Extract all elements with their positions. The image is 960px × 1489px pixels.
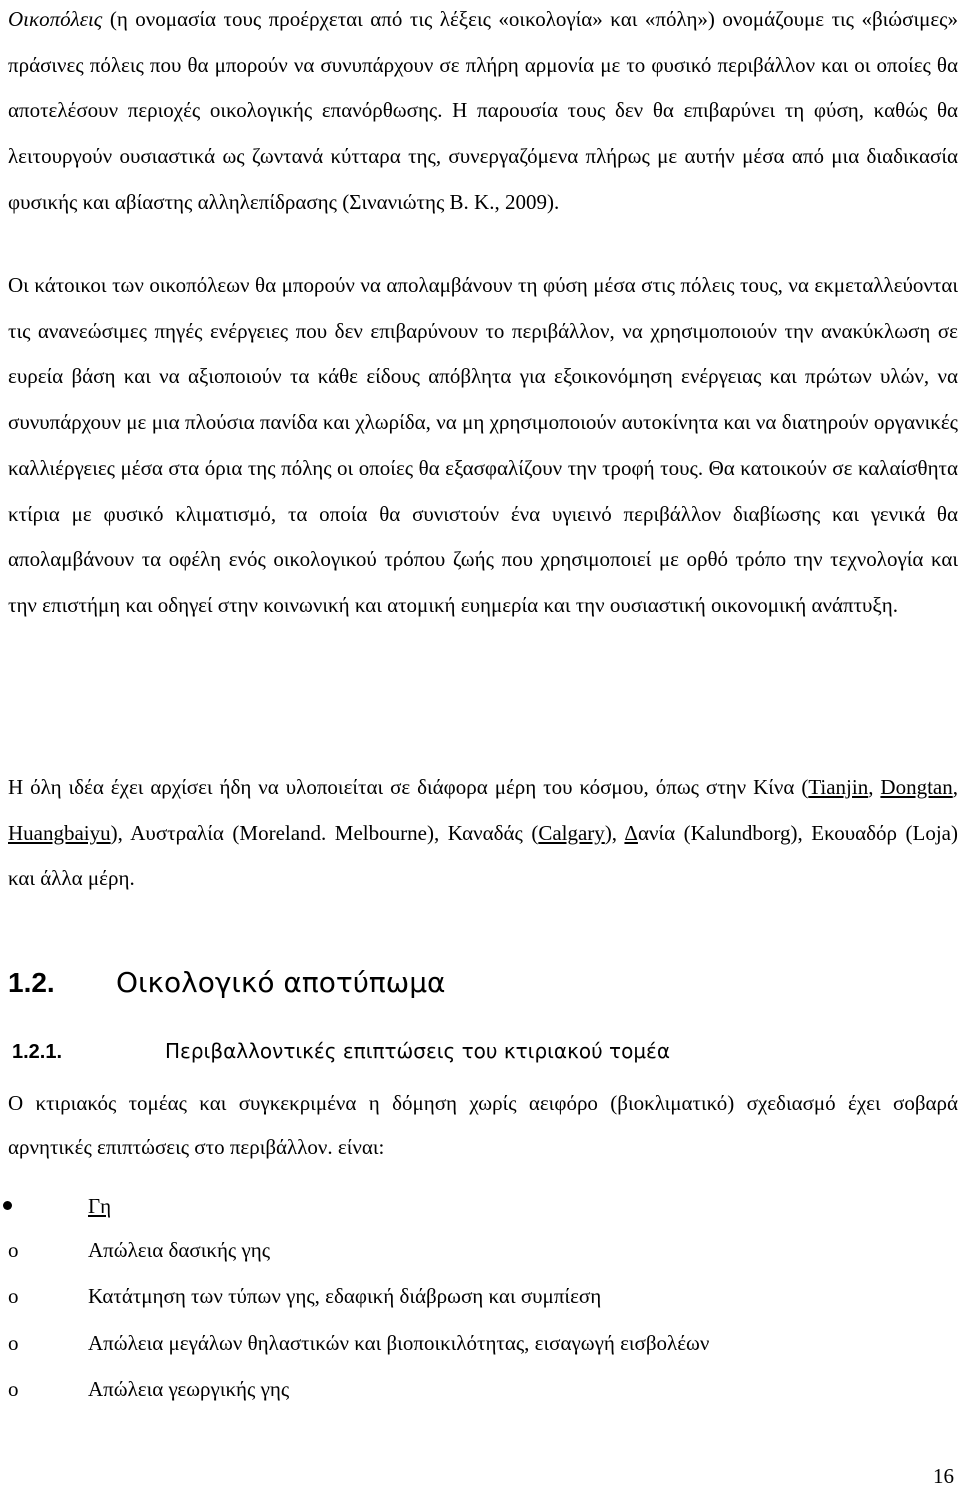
link-tianjin[interactable]: Tianjin bbox=[808, 775, 869, 799]
link-dongtan[interactable]: Dongtan bbox=[880, 775, 953, 799]
subsection-number: 1.2.1. bbox=[12, 1041, 63, 1063]
paragraph-text: ), Αυστραλία (Moreland. Melbourne), Καναδάς ( bbox=[110, 820, 539, 845]
section-title: Οικολογικό αποτύπωμα bbox=[116, 966, 446, 999]
list-item-label[interactable]: Γη bbox=[88, 1194, 112, 1218]
section-heading bbox=[8, 963, 446, 1003]
term-ecocities: Οικοπόλεις bbox=[8, 7, 103, 31]
link-calgary[interactable]: Calgary bbox=[538, 820, 605, 845]
paragraph-residents: Οι κάτοικοι των οικοπόλεων θα μπορούν να απολαμβάνουν τη φύση μέσα στις πόλεις τους, να εκμεταλλεύονται τις ανανεώσιμες πηγές ενέργειες που δεν επιβαρύνουν το περιβάλλον, να χρησιμοποιούν την ανακύκλωση σε ευρεία βάση και να αξιοποιούν τα κάθε είδους απόβλητα για εξοικονόμηση ενέργειας και πρώτων υλών, να συνυπάρχουν με μια πλούσια πανίδα και χλωρίδα, να μη χρησιμοποιούν αυτοκίνητα και να διατηρούν οργανικές καλλιέργειες μέσα στα όρια της πόλης οι οποίες θα εξασφαλίζουν την τροφή τους. Θα κατοικούν σε καλαίσθητα κτίρια με φυσικό κλιματισμό, τα οποία θα συνιστούν ένα υγιεινό περιβάλλον διαβίωσης και γενικά θα απολαμβάνουν τα οφέλη ενός οικολογικού τρόπου ζωής που χρησιμοποιεί με ορθό τρόπο την τεχνολογία και την επιστήμη και οδηγεί στην κοινωνική και ατομική ευημερία και την ουσιαστική οικονομική ανάπτυξη. bbox=[8, 273, 958, 617]
link-huangbaiyu[interactable]: Huangbaiyu bbox=[8, 820, 111, 845]
list-subitem-label: Απώλεια γεωργικής γης bbox=[88, 1377, 290, 1401]
paragraph-text: (η ονομασία τους προέρχεται από τις λέξεις «οικολογία» και «πόλη») ονομάζουμε τις «βιώσιμες» πράσινες πόλεις που θα μπορούν να συνυπάρχουν σε πλήρη αρμονία με το φυσικό περιβάλλον και οι οποίες θα αποτελέσουν περιοχές οικολογικής επανόρθωσης. Η παρουσία τους δεν θα επιβαρύνει τη φύση, καθώς θα λειτουργούν ουσιαστικά ως ζωντανά κύτταρα της, συνεργαζόμενα πλήρως με αυτήν μέσα από μια διαδικασία φυσικής και αβίαστης αλληλεπίδρασης (Σινανιώτης Β. Κ., 2009). bbox=[8, 7, 958, 214]
paragraph-text: ανία (Kalundborg), Εκουαδόρ (Loja) και άλλα μέρη. bbox=[8, 820, 958, 891]
circle-marker-icon: o bbox=[8, 1331, 19, 1355]
list-subitem-label: Απώλεια μεγάλων θηλαστικών και βιοποικιλότητας, εισαγωγή εισβολέων bbox=[88, 1331, 710, 1355]
separator-text: , bbox=[868, 775, 881, 799]
circle-marker-icon: o bbox=[8, 1238, 19, 1262]
circle-marker-icon: o bbox=[8, 1377, 19, 1401]
paragraph-text: Η όλη ιδέα έχει αρχίσει ήδη να υλοποιείται σε διάφορα μέρη του κόσμου, όπως στην Κίνα ( bbox=[8, 775, 809, 799]
page-number: 16 bbox=[933, 1464, 954, 1488]
circle-marker-icon: o bbox=[8, 1284, 19, 1308]
section-number: 1.2. bbox=[8, 967, 55, 998]
separator-text: , bbox=[952, 775, 958, 799]
paragraph-ecocities-definition bbox=[8, 0, 958, 226]
separator-text: ), bbox=[604, 820, 625, 845]
list-subitem-label: Κατάτμηση των τύπων γης, εδαφική διάβρωση και συμπίεση bbox=[88, 1284, 602, 1308]
paragraph-building-sector: Ο κτιριακός τομέας και συγκεκριμένα η δόμηση χωρίς αειφόρο (βιοκλιματικό) σχεδιασμό έχει σοβαρά αρνητικές επιπτώσεις στο περιβάλλον. είναι: bbox=[8, 1091, 958, 1159]
subsection-title: Περιβαλλοντικές επιπτώσεις του κτιριακού τομέα bbox=[165, 1039, 671, 1063]
paragraph-examples bbox=[8, 765, 958, 902]
link-denmark[interactable]: Δ bbox=[624, 820, 638, 845]
list-subitem-label: Απώλεια δασικής γης bbox=[88, 1238, 271, 1262]
bullet-icon bbox=[3, 1201, 12, 1210]
subsection-heading bbox=[12, 1033, 670, 1070]
